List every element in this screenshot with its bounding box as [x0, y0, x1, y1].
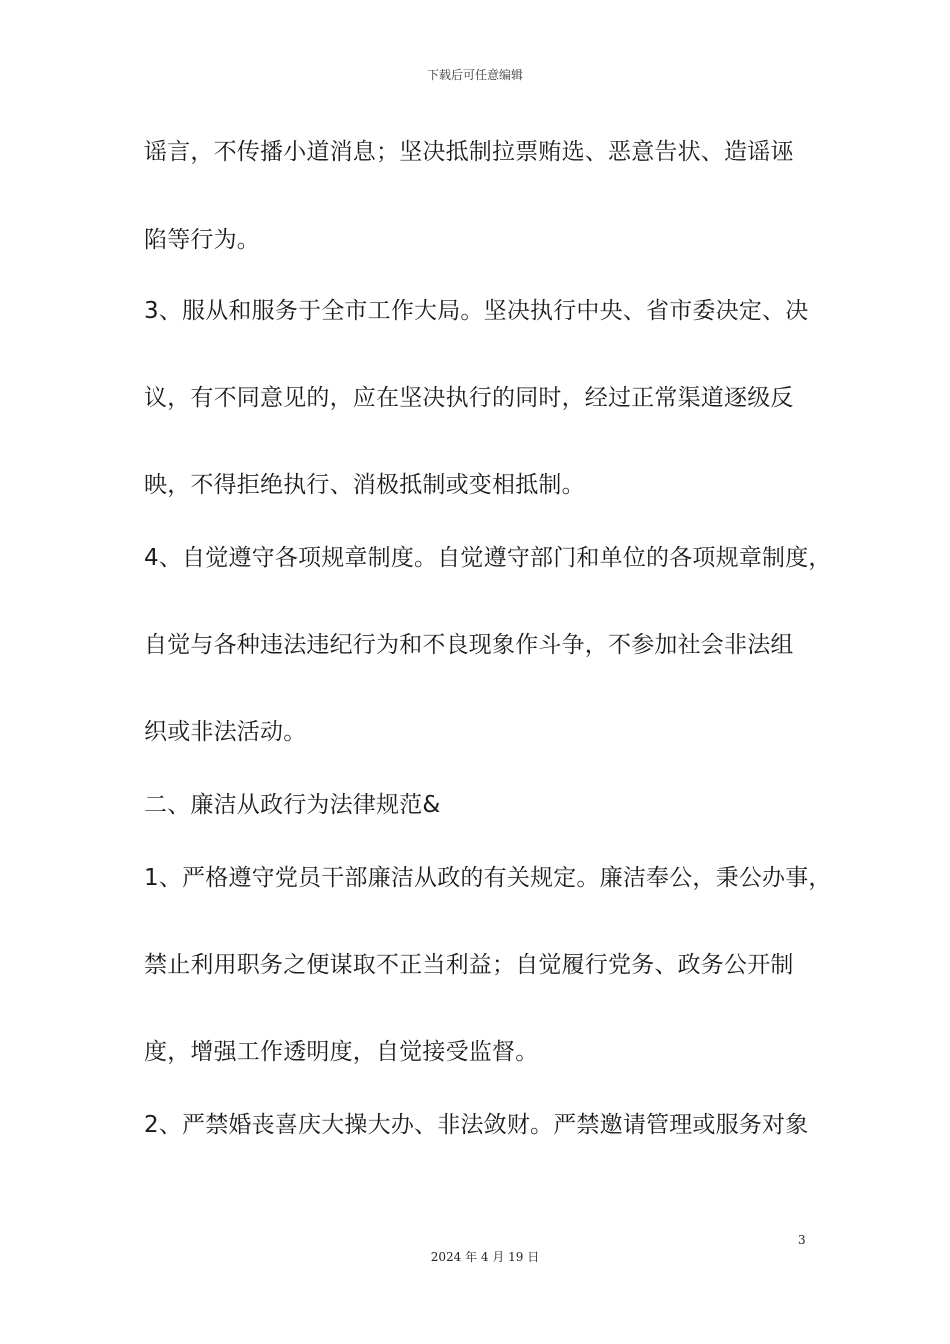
text-line: 映，不得拒绝执行、消极抵制或变相抵制。 [144, 472, 585, 498]
text-line: 度，增强工作透明度，自觉接受监督。 [144, 1039, 539, 1065]
text-line: 4、自觉遵守各项规章制度。自觉遵守部门和单位的各项规章制度， [144, 545, 832, 571]
section-heading: 二、廉洁从政行为法律规范& [144, 792, 441, 818]
text-line: 议，有不同意见的，应在坚决执行的同时，经过正常渠道逐级反 [144, 385, 794, 411]
text-line: 自觉与各种违法违纪行为和不良现象作斗争，不参加社会非法组 [144, 632, 794, 658]
page-number: 3 [798, 1233, 806, 1247]
footer-date: 2024 年 4 月 19 日 [430, 1250, 540, 1264]
page-header: 下载后可任意编辑 [426, 68, 523, 82]
text-line: 陷等行为。 [144, 227, 260, 253]
text-line: 禁止利用职务之便谋取不正当利益；自觉履行党务、政务公开制 [144, 952, 794, 978]
text-line: 织或非法活动。 [144, 719, 307, 745]
text-line: 谣言，不传播小道消息；坚决抵制拉票贿选、恶意告状、造谣诬 [144, 139, 794, 165]
text-line: 1、严格遵守党员干部廉洁从政的有关规定。廉洁奉公，秉公办事， [144, 865, 832, 891]
text-line: 3、服从和服务于全市工作大局。坚决执行中央、省市委决定、决 [144, 298, 809, 324]
text-line: 2、严禁婚丧喜庆大操大办、非法敛财。严禁邀请管理或服务对象 [144, 1112, 809, 1138]
